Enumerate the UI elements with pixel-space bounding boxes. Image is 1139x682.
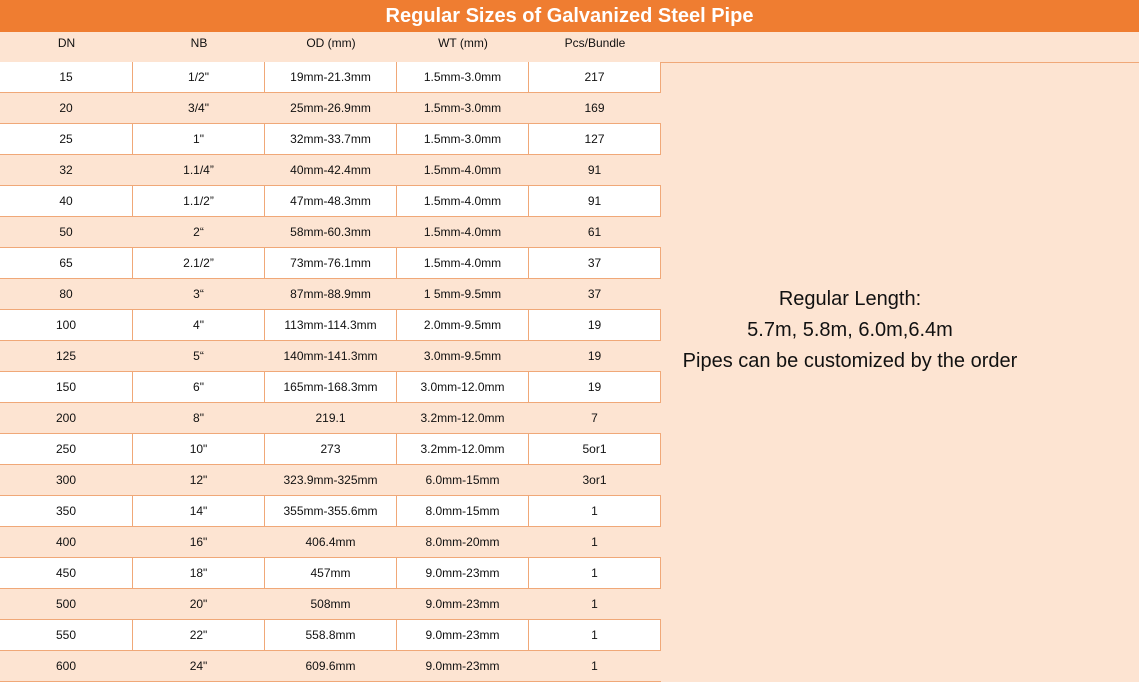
cell-wt: 8.0mm-15mm (397, 496, 529, 526)
cell-od: 273 (265, 434, 397, 464)
cell-od: 73mm-76.1mm (265, 248, 397, 278)
cell-wt: 1.5mm-4.0mm (423, 225, 502, 239)
cell-dn: 300 (55, 473, 77, 487)
cell-od: 219.1 (315, 411, 346, 425)
cell-wt: 3.0mm-12.0mm (397, 372, 529, 402)
cell-dn: 20 (59, 101, 73, 115)
cell-dn: 400 (55, 535, 77, 549)
cell-od: 25mm-26.9mm (290, 101, 371, 115)
table-row (0, 434, 661, 465)
table-row (0, 248, 661, 279)
cell-dn: 500 (55, 597, 77, 611)
table-row (0, 279, 661, 310)
cell-pcs: 217 (529, 62, 661, 92)
table-row (0, 62, 661, 93)
table-row (0, 372, 661, 403)
cell-od: 323.9mm-325mm (283, 473, 378, 487)
cell-pcs: 91 (587, 163, 602, 177)
cell-dn: 50 (59, 225, 73, 239)
cell-dn: 450 (0, 558, 133, 588)
column-header-row (0, 32, 1139, 63)
table-row (0, 186, 661, 217)
cell-pcs: 7 (591, 411, 598, 425)
cell-od: 32mm-33.7mm (265, 124, 397, 154)
cell-wt: 1.5mm-3.0mm (397, 124, 529, 154)
table-row (0, 93, 661, 124)
table-row (0, 310, 661, 341)
cell-dn: 125 (55, 349, 77, 363)
cell-nb: 14" (133, 496, 265, 526)
cell-nb: 8" (193, 411, 204, 425)
cell-od: 355mm-355.6mm (265, 496, 397, 526)
cell-wt: 9.0mm-23mm (397, 620, 529, 650)
cell-pcs: 1 (529, 558, 661, 588)
cell-nb: 3/4" (188, 101, 209, 115)
cell-nb: 2“ (193, 225, 204, 239)
cell-wt: 1.5mm-4.0mm (397, 186, 529, 216)
cell-pcs: 169 (584, 101, 605, 115)
cell-dn: 150 (0, 372, 133, 402)
cell-nb: 18" (133, 558, 265, 588)
cell-wt: 1.5mm-4.0mm (423, 163, 502, 177)
table-row (0, 651, 661, 682)
cell-nb: 6" (133, 372, 265, 402)
cell-od: 140mm-141.3mm (283, 349, 378, 363)
cell-wt: 9.0mm-23mm (397, 558, 529, 588)
regular-length-note (661, 284, 1039, 377)
cell-wt: 1.5mm-3.0mm (397, 62, 529, 92)
cell-nb: 24" (189, 659, 208, 673)
cell-pcs: 5or1 (529, 434, 661, 464)
table-row (0, 155, 661, 186)
table-row (0, 589, 661, 620)
note-lengths: 5.7m, 5.8m, 6.0m,6.4m (747, 319, 953, 341)
cell-dn: 100 (0, 310, 133, 340)
cell-nb: 1" (133, 124, 265, 154)
cell-dn: 600 (55, 659, 77, 673)
table-row (0, 217, 661, 248)
cell-wt: 3.2mm-12.0mm (397, 434, 529, 464)
cell-od: 165mm-168.3mm (265, 372, 397, 402)
cell-dn: 65 (0, 248, 133, 278)
cell-wt: 9.0mm-23mm (425, 597, 500, 611)
cell-wt: 2.0mm-9.5mm (397, 310, 529, 340)
table-row (0, 527, 661, 558)
cell-od: 113mm-114.3mm (265, 310, 397, 340)
header-dn: DN (57, 36, 76, 50)
table-row (0, 403, 661, 434)
cell-pcs: 91 (529, 186, 661, 216)
cell-nb: 5“ (193, 349, 204, 363)
cell-wt: 6.0mm-15mm (425, 473, 500, 487)
table-row (0, 558, 661, 589)
cell-od: 19mm-21.3mm (265, 62, 397, 92)
cell-wt: 1 5mm-9.5mm (423, 287, 502, 301)
cell-dn: 350 (0, 496, 133, 526)
cell-od: 609.6mm (305, 659, 356, 673)
table-row (0, 341, 661, 372)
cell-wt: 3.0mm-9.5mm (423, 349, 502, 363)
cell-dn: 40 (0, 186, 133, 216)
table-row (0, 620, 661, 651)
cell-od: 508mm (310, 597, 351, 611)
header-wt: WT (mm) (438, 36, 488, 50)
cell-dn: 15 (0, 62, 133, 92)
table-title: Regular Sizes of Galvanized Steel Pipe (0, 0, 1139, 32)
cell-od: 47mm-48.3mm (265, 186, 397, 216)
cell-wt: 3.2mm-12.0mm (420, 411, 505, 425)
cell-wt: 8.0mm-20mm (425, 535, 500, 549)
cell-pcs: 19 (587, 349, 602, 363)
cell-pcs: 37 (529, 248, 661, 278)
cell-pcs: 37 (587, 287, 602, 301)
cell-nb: 1/2" (133, 62, 265, 92)
cell-nb: 20" (189, 597, 208, 611)
cell-od: 457mm (265, 558, 397, 588)
header-nb: NB (190, 36, 208, 50)
table-row (0, 496, 661, 527)
cell-od: 558.8mm (265, 620, 397, 650)
cell-nb: 2.1/2” (133, 248, 265, 278)
cell-pcs: 1 (529, 496, 661, 526)
header-pcs-bundle: Pcs/Bundle (564, 36, 626, 50)
cell-pcs: 19 (529, 310, 661, 340)
cell-nb: 4" (133, 310, 265, 340)
table-row (0, 124, 661, 155)
cell-od: 87mm-88.9mm (290, 287, 371, 301)
cell-dn: 80 (59, 287, 73, 301)
cell-nb: 1.1/4” (183, 163, 214, 177)
cell-nb: 3“ (193, 287, 204, 301)
header-od: OD (mm) (306, 36, 356, 50)
cell-dn: 200 (55, 411, 77, 425)
cell-pcs: 1 (529, 620, 661, 650)
cell-pcs: 3or1 (582, 473, 607, 487)
cell-pcs: 1 (591, 535, 598, 549)
cell-nb: 16" (189, 535, 208, 549)
note-heading: Regular Length: (778, 288, 922, 310)
cell-nb: 12" (189, 473, 208, 487)
table-row (0, 465, 661, 496)
cell-nb: 10" (133, 434, 265, 464)
cell-pcs: 1 (591, 597, 598, 611)
cell-wt: 1.5mm-4.0mm (397, 248, 529, 278)
cell-pcs: 19 (529, 372, 661, 402)
cell-dn: 32 (59, 163, 73, 177)
cell-pcs: 1 (591, 659, 598, 673)
note-customization: Pipes can be customized by the order (682, 350, 1018, 372)
cell-dn: 550 (0, 620, 133, 650)
cell-dn: 25 (0, 124, 133, 154)
cell-nb: 1.1/2” (133, 186, 265, 216)
cell-pcs: 127 (529, 124, 661, 154)
cell-od: 406.4mm (305, 535, 356, 549)
cell-nb: 22" (133, 620, 265, 650)
cell-pcs: 61 (587, 225, 602, 239)
cell-wt: 1.5mm-3.0mm (423, 101, 502, 115)
cell-dn: 250 (0, 434, 133, 464)
cell-od: 58mm-60.3mm (290, 225, 371, 239)
cell-wt: 9.0mm-23mm (425, 659, 500, 673)
cell-od: 40mm-42.4mm (290, 163, 371, 177)
